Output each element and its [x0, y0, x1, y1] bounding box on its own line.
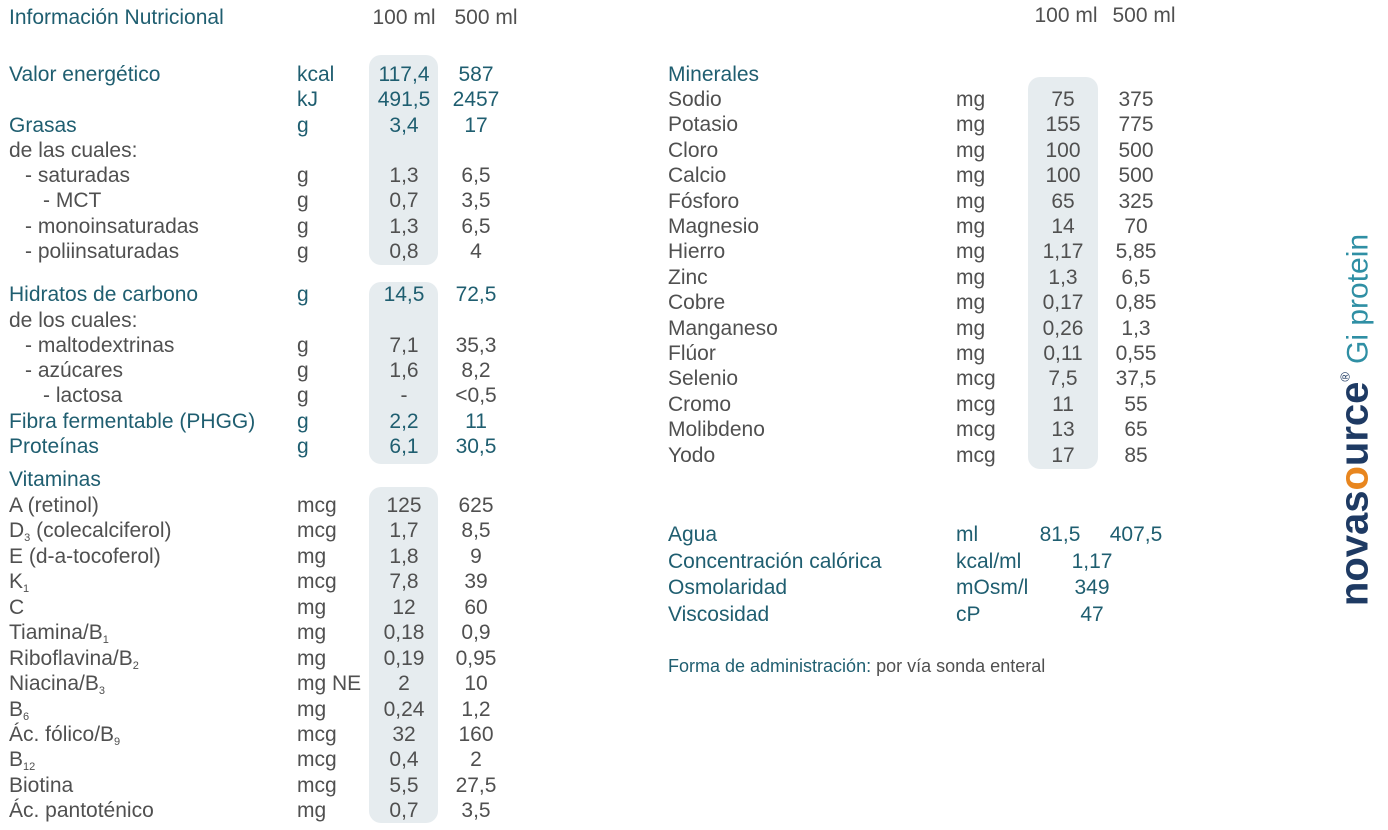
row-value-500: 39 [464, 570, 488, 593]
mineral-unit: mcg [956, 443, 996, 467]
row-value-500: 10 [464, 672, 488, 695]
row-label [9, 671, 105, 696]
row-label-subscript: 9 [114, 736, 121, 748]
row-label [9, 493, 99, 518]
row-unit: g [297, 114, 309, 137]
row-label-text: Riboflavina/B [9, 647, 133, 670]
row-unit: mcg [297, 774, 337, 797]
mineral-value-100: 65 [1051, 189, 1075, 213]
mineral-unit: mg [956, 342, 986, 365]
row-label [9, 113, 77, 138]
extra-unit: cP [956, 602, 981, 626]
row-label-text: Fibra fermentable (PHGG) [9, 410, 256, 433]
row-value-500: 4 [470, 240, 482, 263]
row-unit: mg [297, 799, 327, 822]
row-value-500: 17 [464, 114, 488, 137]
header-col-100: 100 ml [372, 6, 436, 29]
mineral-value-500: 6,5 [1121, 265, 1151, 289]
row-unit: mcg [297, 494, 337, 517]
mineral-value-500: 65 [1124, 418, 1148, 442]
mineral-unit: mg [956, 189, 986, 213]
row-label-subscript: 3 [98, 685, 106, 697]
mineral-value-100: 11 [1052, 392, 1074, 416]
mineral-value-100: 100 [1045, 138, 1081, 162]
row-label [9, 747, 35, 772]
mineral-value-500: 70 [1124, 215, 1148, 238]
row-value-500: 160 [458, 723, 494, 746]
mineral-unit: mg [956, 265, 986, 289]
mineral-value-100: 0,26 [1042, 316, 1084, 340]
row-label-text: B [9, 748, 24, 771]
row-unit: g [297, 215, 309, 238]
row-value-100: 491,5 [377, 88, 431, 111]
header-col-500: 500 ml [454, 6, 518, 29]
row-label [9, 308, 137, 333]
mineral-value-100: 1,3 [1048, 265, 1078, 289]
extra-label: Viscosidad [668, 602, 770, 626]
row-unit: g [297, 334, 309, 357]
row-value-100: 1,7 [389, 519, 419, 542]
mineral-unit: mg [956, 88, 986, 111]
row-label-text: Vitaminas [9, 468, 101, 491]
row-label-text: Valor energético [9, 63, 161, 86]
row-label [9, 773, 73, 798]
row-label-text: Niacina/B [9, 672, 99, 695]
brand-product: Gi protein [1341, 233, 1375, 364]
extra-value: 349 [1074, 576, 1110, 599]
extra-value: 47 [1080, 602, 1104, 626]
row-value-500: 60 [464, 596, 488, 619]
row-unit: g [297, 359, 309, 382]
mineral-label: Flúor [668, 342, 716, 365]
row-value-500: 3,5 [461, 799, 491, 822]
row-unit: mg NE [297, 672, 362, 695]
mineral-label: Molibdeno [668, 418, 765, 442]
extra-label: Concentración calórica [668, 549, 882, 573]
row-label-text: E (d-a-tocoferol) [9, 545, 161, 568]
row-unit: g [297, 164, 309, 187]
row-value-500: 8,2 [461, 359, 491, 382]
row-label [9, 62, 160, 87]
row-label-text: - monoinsaturadas [25, 215, 199, 238]
extra-unit: kcal/ml [956, 549, 1022, 573]
row-label [9, 467, 101, 492]
row-label [43, 383, 122, 408]
extra-label: Agua [668, 523, 718, 546]
mineral-label: Yodo [668, 443, 716, 467]
registered-mark: ® [1337, 371, 1353, 382]
row-value-100: 1,8 [389, 545, 419, 568]
row-label-subscript: 6 [23, 711, 30, 723]
row-label-text: Grasas [9, 114, 77, 137]
extra-unit: mOsm/l [956, 576, 1029, 599]
row-value-100: 0,8 [389, 240, 419, 263]
row-label-text: - poliinsaturadas [25, 240, 180, 263]
mineral-value-500: 85 [1124, 443, 1148, 467]
mineral-value-100: 0,11 [1043, 342, 1083, 365]
mineral-value-100: 100 [1045, 164, 1081, 188]
mineral-value-500: 375 [1118, 88, 1154, 111]
row-unit: mg [297, 545, 327, 568]
row-value-100: 5,5 [389, 774, 419, 797]
row-label-suffix: (colecalciferol) [30, 519, 172, 542]
row-value-100: 7,8 [389, 570, 419, 593]
mineral-label: Manganeso [668, 316, 778, 340]
row-unit: mcg [297, 723, 337, 746]
row-label [9, 282, 198, 307]
mineral-value-500: 500 [1118, 138, 1154, 162]
row-label [25, 214, 199, 239]
mineral-label: Magnesio [668, 215, 760, 238]
mineral-label: Zinc [668, 265, 708, 289]
row-unit: g [297, 240, 309, 263]
mineral-value-500: 55 [1124, 392, 1148, 416]
row-value-100: - [400, 384, 408, 407]
row-label-text: B [9, 698, 24, 721]
row-unit: g [297, 435, 309, 458]
administration-label: Forma de administración: [668, 656, 872, 676]
row-label [9, 595, 24, 620]
mineral-unit: mg [956, 215, 986, 238]
row-label [9, 722, 120, 747]
row-label-text: C [9, 596, 25, 619]
row-label-text: Proteínas [9, 435, 99, 458]
row-value-100: 7,1 [389, 334, 419, 357]
row-value-500: 1,2 [461, 698, 491, 721]
row-label-subscript: 2 [132, 660, 139, 672]
brand-name-part1: novas [1332, 490, 1377, 607]
row-label-text: Tiamina/B [9, 621, 103, 644]
row-value-500: 0,95 [455, 647, 497, 670]
row-value-100: 2,2 [389, 410, 419, 433]
mineral-value-100: 155 [1045, 113, 1081, 137]
mineral-label: Fósforo [668, 189, 740, 213]
mineral-value-500: 775 [1118, 113, 1154, 137]
mineral-value-500: 1,3 [1121, 316, 1151, 340]
row-unit: kJ [297, 88, 318, 111]
mineral-value-100: 13 [1051, 418, 1075, 442]
row-label [25, 239, 179, 264]
mineral-label: Sodio [668, 88, 722, 111]
mineral-unit: mcg [956, 418, 996, 442]
row-label [9, 798, 154, 823]
row-value-500: 72,5 [455, 283, 497, 306]
row-value-100: 3,4 [389, 114, 419, 137]
mineral-value-100: 75 [1051, 88, 1075, 111]
row-label [9, 434, 99, 459]
mineral-label: Cobre [668, 291, 726, 315]
brand-name-part2: urce [1332, 381, 1377, 467]
row-label-text: Biotina [9, 774, 74, 797]
row-unit: mg [297, 596, 327, 619]
row-label-subscript: 1 [102, 634, 109, 646]
row-label-subscript: 12 [23, 761, 36, 773]
row-label [9, 409, 255, 434]
row-label [9, 697, 29, 722]
mineral-value-100: 17 [1051, 443, 1075, 467]
row-label-text: - maltodextrinas [25, 334, 175, 357]
row-value-500: 8,5 [461, 519, 491, 542]
row-value-500: 587 [458, 63, 494, 86]
row-value-500: <0,5 [455, 384, 497, 407]
row-unit: mcg [297, 748, 337, 771]
extra-unit: ml [956, 523, 979, 546]
row-label [9, 620, 109, 645]
row-value-100: 0,19 [383, 647, 425, 670]
row-unit: g [297, 189, 309, 212]
mineral-label: Cromo [668, 392, 732, 416]
row-value-500: 35,3 [455, 334, 497, 357]
row-unit: g [297, 384, 309, 407]
row-label-text: - MCT [43, 189, 102, 212]
row-value-100: 12 [392, 596, 416, 619]
brand-logo [1326, 234, 1379, 606]
row-unit: mg [297, 647, 327, 670]
row-label-text: Hidratos de carbono [9, 283, 199, 306]
row-value-500: 6,5 [461, 164, 491, 187]
mineral-value-100: 7,5 [1048, 367, 1078, 391]
mineral-value-500: 5,85 [1115, 240, 1157, 264]
mineral-value-500: 500 [1118, 164, 1154, 188]
page-title: Información Nutricional [9, 6, 224, 29]
row-value-100: 117,4 [378, 63, 430, 86]
row-value-500: 27,5 [455, 774, 497, 797]
row-value-100: 1,3 [389, 215, 419, 238]
mineral-label: Selenio [668, 367, 739, 391]
mineral-value-100: 14 [1051, 215, 1075, 238]
row-label-subscript: 3 [24, 532, 31, 544]
row-value-500: 0,9 [461, 621, 491, 644]
mineral-value-500: 37,5 [1115, 367, 1157, 391]
mineral-value-500: 325 [1118, 189, 1154, 213]
extra-label: Osmolaridad [668, 576, 788, 599]
row-value-100: 0,18 [383, 621, 425, 644]
row-value-100: 0,24 [383, 698, 425, 721]
mineral-label: Cloro [668, 138, 719, 162]
row-label-text: - saturadas [25, 164, 131, 187]
mineral-unit: mg [956, 240, 986, 264]
extra-value-500: 407,5 [1109, 523, 1163, 546]
mineral-unit: mcg [956, 392, 996, 416]
mineral-label: Calcio [668, 164, 727, 188]
row-value-500: 2 [470, 748, 482, 771]
administration-value: por vía sonda enteral [876, 656, 1046, 676]
mineral-unit: mg [956, 164, 986, 188]
brand-ring-letter: o [1332, 466, 1377, 491]
row-value-500: 3,5 [461, 189, 491, 212]
row-label [25, 358, 123, 383]
row-value-100: 1,3 [389, 164, 419, 187]
mineral-unit: mg [956, 113, 986, 137]
row-value-500: 2457 [452, 88, 500, 111]
row-value-500: 625 [458, 494, 494, 517]
row-value-100: 14,5 [383, 283, 425, 306]
row-label-text: Ác. fólico/B [9, 723, 115, 746]
row-label-text: K [9, 570, 24, 593]
row-value-100: 1,6 [389, 359, 419, 382]
row-label [9, 569, 29, 594]
row-value-100: 0,7 [389, 189, 419, 212]
mineral-value-500: 0,55 [1115, 342, 1157, 365]
row-label [9, 646, 139, 671]
row-label-text: D [9, 519, 25, 542]
mineral-unit: mg [956, 138, 986, 162]
mineral-unit: mg [956, 316, 986, 340]
mineral-label: Hierro [668, 240, 726, 264]
row-label [9, 544, 161, 569]
row-label-text: A (retinol) [9, 494, 99, 517]
row-value-500: 11 [465, 410, 487, 433]
extra-value-100: 81,5 [1039, 523, 1081, 546]
row-label [25, 163, 130, 188]
row-unit: g [297, 410, 309, 433]
row-value-100: 0,7 [389, 799, 419, 822]
header-col-100-right: 100 ml [1034, 4, 1098, 27]
row-value-100: 125 [386, 494, 422, 517]
row-value-500: 9 [470, 545, 482, 568]
mineral-label: Potasio [668, 113, 739, 137]
row-label [9, 138, 137, 163]
mineral-value-500: 0,85 [1115, 291, 1157, 315]
row-unit: mg [297, 698, 327, 721]
row-value-500: 6,5 [461, 215, 491, 238]
row-unit: g [297, 283, 309, 306]
row-label-text: - azúcares [25, 359, 124, 382]
row-label [9, 518, 172, 543]
row-unit: mg [297, 621, 327, 644]
row-label [25, 333, 174, 358]
mineral-value-100: 0,17 [1042, 291, 1084, 315]
row-value-100: 32 [392, 723, 416, 746]
administration-line [668, 654, 1045, 679]
row-label-text: de las cuales: [9, 139, 138, 162]
row-value-100: 6,1 [389, 435, 419, 458]
mineral-unit: mcg [956, 367, 996, 391]
row-label-text: - lactosa [43, 384, 123, 407]
row-label-subscript: 1 [23, 583, 30, 595]
header-col-500-right: 500 ml [1112, 4, 1176, 27]
row-value-100: 0,4 [389, 748, 419, 771]
mineral-unit: mg [956, 291, 986, 315]
row-value-100: 2 [398, 672, 410, 695]
row-label [43, 188, 101, 213]
row-value-500: 30,5 [455, 435, 497, 458]
row-label-text: Ác. pantoténico [9, 799, 154, 822]
row-unit: mcg [297, 570, 337, 593]
row-unit: kcal [297, 63, 335, 86]
extra-value: 1,17 [1071, 549, 1113, 573]
row-label-text: de los cuales: [9, 309, 138, 332]
minerals-title: Minerales [668, 63, 760, 86]
row-unit: mcg [297, 519, 337, 542]
mineral-value-100: 1,17 [1042, 240, 1084, 264]
